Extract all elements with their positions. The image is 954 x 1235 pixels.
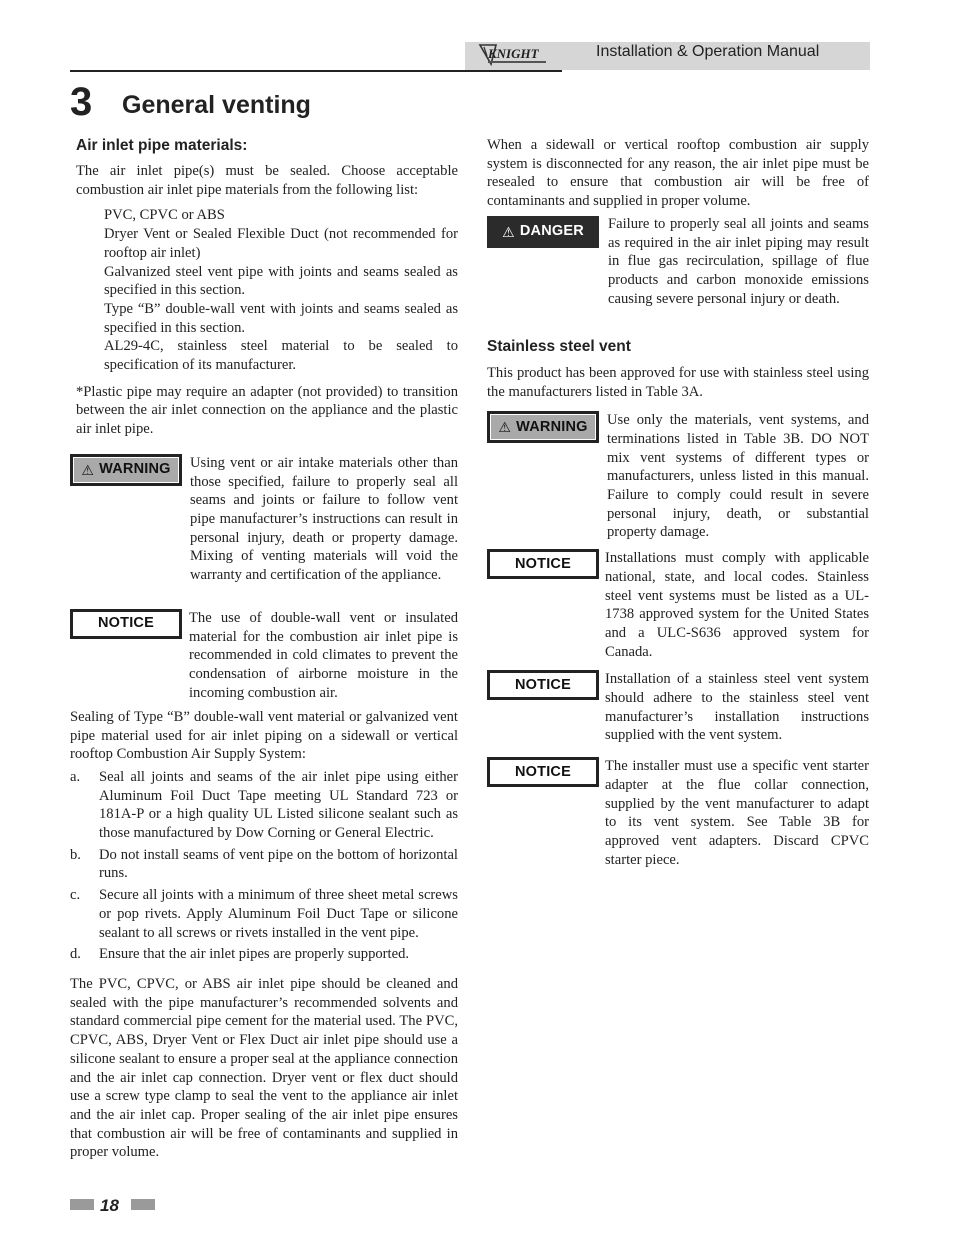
warning-triangle-icon: ⚠ <box>81 461 95 478</box>
list-item: Galvanized steel vent pipe with joints and seams sealed as specified in this section. <box>104 263 458 299</box>
warning-badge <box>70 454 182 486</box>
left-column <box>70 136 458 1162</box>
notice-callout <box>487 670 869 750</box>
knight-logo-icon <box>476 42 552 68</box>
step-marker: c. <box>70 887 81 904</box>
notice-badge <box>487 670 599 700</box>
list-item <box>70 945 458 964</box>
notice-label: NOTICE <box>515 676 571 693</box>
notice-text: Installation of a stainless steel vent system should adhere to the stainless steel vent manufacturer’s installation instructions supplied with the vent system. <box>605 671 869 744</box>
notice-callout <box>70 609 458 702</box>
section-number: 3 <box>70 80 93 124</box>
stainless-intro: This product has been approved for use with stainless steel using the manufacturers listed in Table 3A. <box>487 364 869 400</box>
warning-text: Using vent or air intake materials other than those specified, failure to properly seal all seams and joints or failure to follow vent pipe manufacturer’s instructions can result in personal injury, death or property damage. Mixing of venting materials will void the warranty and certification of the appliance. <box>190 454 458 584</box>
danger-triangle-icon: ⚠ <box>502 223 515 240</box>
footer-bar-left <box>70 1199 94 1210</box>
notice-text: Installations must comply with applicable national, state, and local codes. Stainless steel vent systems must be listed as a UL-1738 approved system for the United States and a ULC-S636 approved system for Canada. <box>605 550 869 660</box>
notice-badge <box>487 549 599 579</box>
right-column <box>487 136 869 871</box>
list-item: Type “B” double-wall vent with joints and seams sealed as specified in this section. <box>104 300 458 336</box>
notice-label: NOTICE <box>515 555 571 572</box>
sealing-intro: Sealing of Type “B” double-wall vent material or galvanized vent pipe material used for air inlet piping on a sidewall or vertical rooftop Combustion Air Supply System: <box>70 708 458 763</box>
notice-callout <box>487 757 869 871</box>
step-text: Do not install seams of vent pipe on the bottom of horizontal runs. <box>99 846 458 882</box>
list-item: PVC, CPVC or ABS <box>104 207 225 224</box>
warning-callout <box>487 411 869 543</box>
plastic-footnote: *Plastic pipe may require an adapter (not provided) to transition between the air inlet connection on the appliance and the plastic air inlet pipe. <box>76 383 458 438</box>
list-item: Dryer Vent or Sealed Flexible Duct (not recommended for rooftop air inlet) <box>104 226 458 261</box>
danger-callout <box>487 215 869 327</box>
page-number: 18 <box>100 1196 119 1215</box>
danger-badge <box>487 216 599 248</box>
resealing-intro: When a sidewall or vertical rooftop combustion air supply system is disconnected for any reason, the air inlet pipe must be resealed to ensure that combustion air will be free of contaminants and supplied in proper volume. <box>487 137 869 210</box>
brand-text: KNIGHT <box>488 46 539 61</box>
list-item <box>70 846 458 883</box>
notice-callout <box>487 549 869 663</box>
manual-title: Installation & Operation Manual <box>596 43 820 60</box>
warning-badge <box>487 411 599 443</box>
step-text: Seal all joints and seams of the air inlet pipe using either Aluminum Foil Duct Tape meeting UL Standard 723 or 181A-P or a high quality UL Listed silicone sealant such as those manufactured by Dow Corning or General Electric. <box>99 768 458 842</box>
notice-badge <box>487 757 599 787</box>
step-marker: b. <box>70 846 81 863</box>
notice-label: NOTICE <box>98 615 154 632</box>
step-marker: d. <box>70 946 81 963</box>
section-title: General venting <box>122 91 311 119</box>
sealing-steps <box>70 768 458 964</box>
notice-text: The use of double-wall vent or insulated material for the combustion air inlet pipe is recommended in cold climates to prevent the condensation of airborne moisture in the incoming combustion air. <box>189 609 458 701</box>
list-item: AL29-4C, stainless steel material to be sealed to specification of its manufacturer. <box>104 338 458 374</box>
footer-bar-right <box>131 1199 155 1210</box>
warning-callout <box>70 454 458 602</box>
step-text: Ensure that the air inlet pipes are properly supported. <box>99 946 410 963</box>
list-item <box>70 886 458 942</box>
step-text: Secure all joints with a minimum of three sheet metal screws or pop rivets. Apply Aluminum Foil Duct Tape or silicone sealant to all screws or rivets installed in the vent pipe. <box>99 887 458 941</box>
notice-badge <box>70 609 182 639</box>
warning-label: WARNING <box>99 461 171 478</box>
notice-text: The installer must use a specific vent starter adapter at the flue collar connection, supplied by the vent manufacturer to adapt to its vent system. See Table 3B for approved vent adapters. Discard CPVC starter piece. <box>605 758 869 868</box>
list-item <box>70 768 458 843</box>
header-rule <box>70 70 562 72</box>
danger-label: DANGER <box>519 223 584 240</box>
warning-text: Use only the materials, vent systems, and terminations listed in Table 3B. DO NOT mix vent systems of different types or manufacturers, unless listed in this manual. Failure to comply could result in severe personal injury, death, or substantial property damage. <box>607 412 869 541</box>
warning-triangle-icon: ⚠ <box>498 419 512 436</box>
air-inlet-heading: Air inlet pipe materials: <box>76 137 248 154</box>
closing-paragraph: The PVC, CPVC, or ABS air inlet pipe should be cleaned and sealed with the pipe manufacturer’s recommended solvents and standard commercial pipe cement for the material used. The PVC, CPVC, ABS, Dryer Vent or Flex Duct air inlet pipe should use a silicone sealant to ensure a proper seal at the appliance connection and the air inlet cap connection. Dryer vent or flex duct should use a screw type clamp to seal the vent to the appliance air inlet and the air inlet cap. Proper sealing of the air inlet pipe ensures that combustion air will be free of contaminants and supplied in proper volume. <box>70 975 458 1161</box>
step-marker: a. <box>70 768 81 785</box>
notice-label: NOTICE <box>515 763 571 780</box>
warning-label: WARNING <box>516 418 588 435</box>
materials-list <box>104 206 458 374</box>
danger-text: Failure to properly seal all joints and seams as required in the air inlet piping may result in flue gas recirculation, spillage of flue products and carbon monoxide emissions causing severe personal injury or death. <box>608 215 869 307</box>
air-inlet-intro: The air inlet pipe(s) must be sealed. Choose acceptable combustion air inlet pipe materials from the following list: <box>76 163 458 198</box>
stainless-heading: Stainless steel vent <box>487 337 631 355</box>
